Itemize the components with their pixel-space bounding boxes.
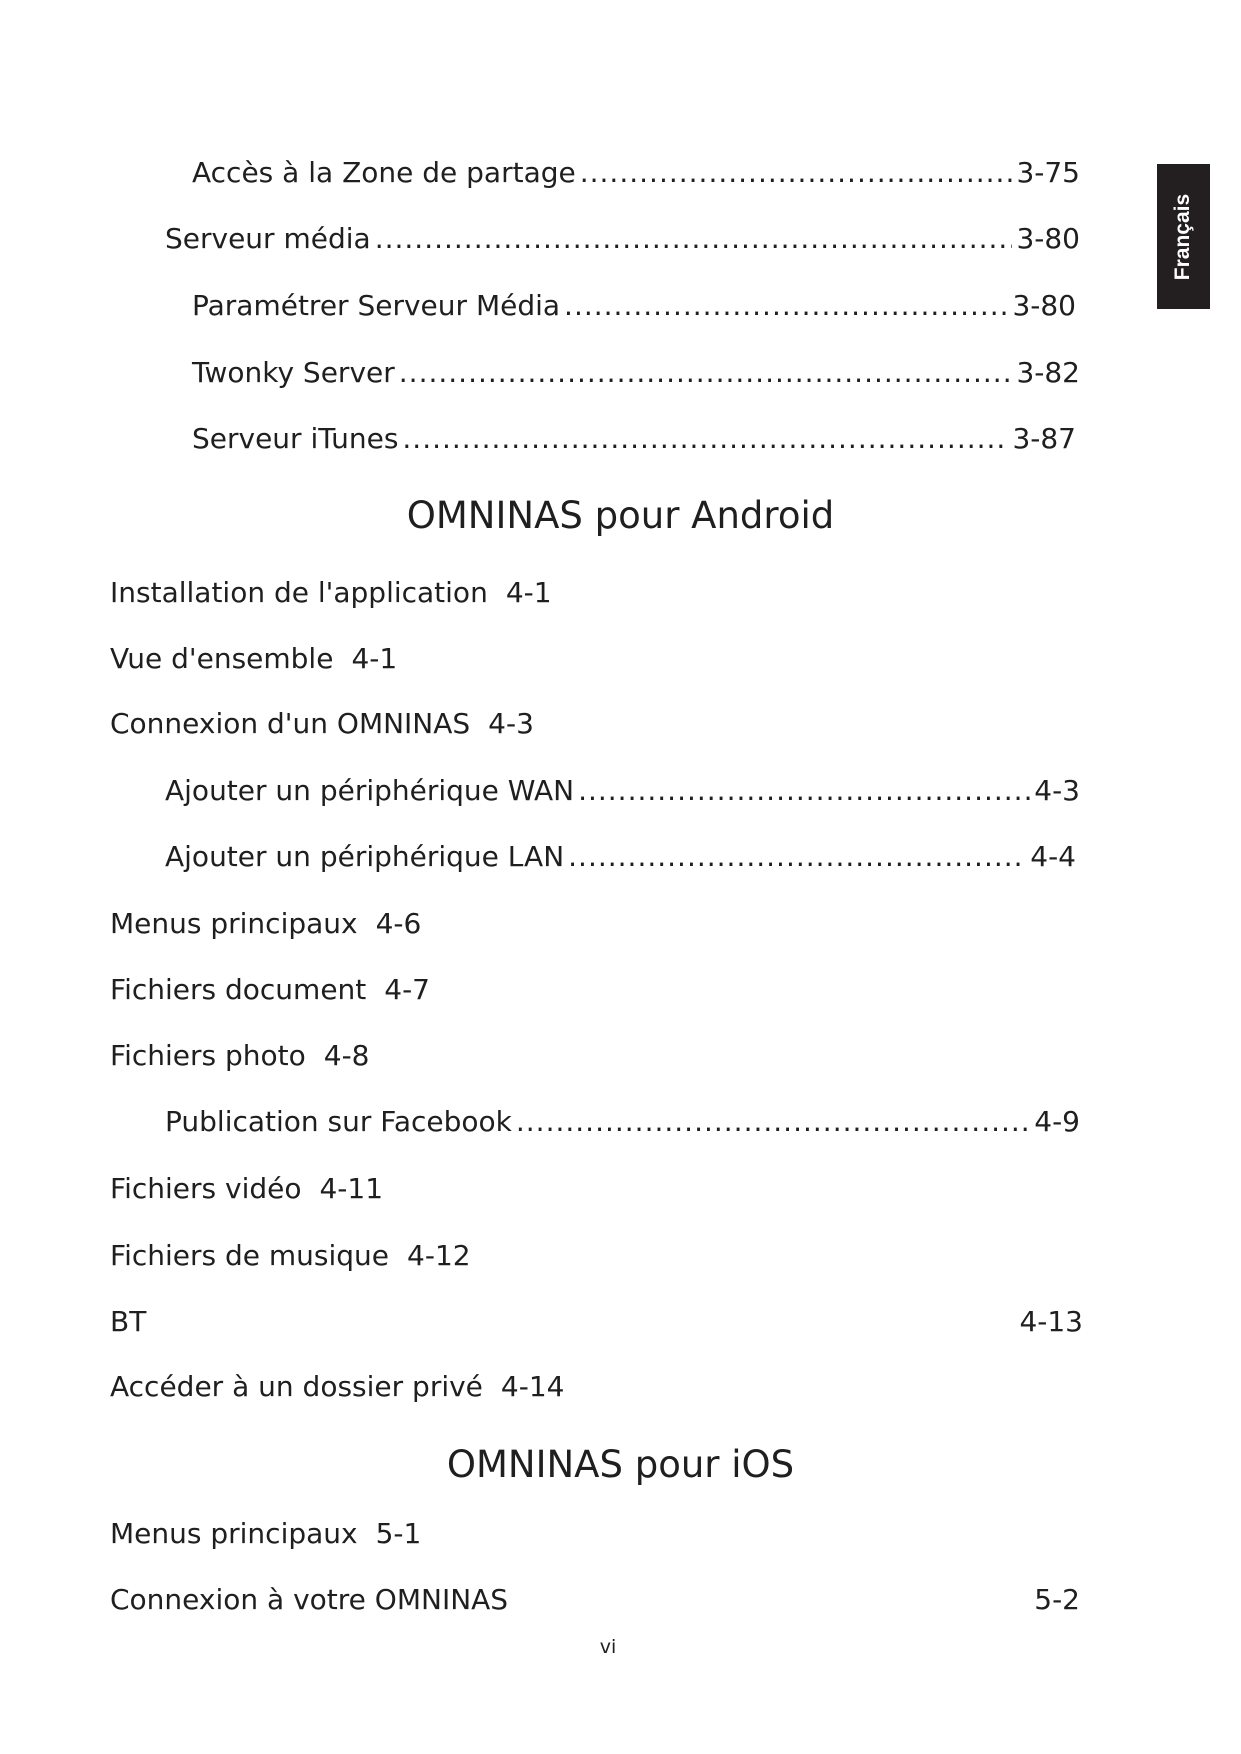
toc-leader bbox=[580, 156, 1013, 190]
toc-entry-title: Menus principaux bbox=[110, 1517, 358, 1550]
toc-entry-title: Vue d'ensemble bbox=[110, 642, 334, 675]
toc-leader bbox=[402, 422, 1008, 456]
toc-entry-page: 5-1 bbox=[375, 1517, 422, 1550]
toc-entry-title: Fichiers vidéo bbox=[110, 1172, 302, 1205]
toc-entry-title: Connexion d'un OMNINAS bbox=[110, 707, 471, 740]
toc-entry-title: Fichiers document bbox=[110, 973, 367, 1006]
toc-entry-page: 4-8 bbox=[323, 1039, 370, 1072]
toc-entry-page: 3-82 bbox=[1016, 356, 1080, 389]
toc-entry-page: 3-80 bbox=[1016, 222, 1080, 255]
toc-entry-page: 4-14 bbox=[500, 1370, 565, 1403]
toc-entry[interactable] bbox=[110, 973, 430, 1007]
toc-entry-page: 4-3 bbox=[488, 707, 534, 740]
toc-entry-page: 4-11 bbox=[319, 1172, 384, 1205]
toc-entry-page: 3-80 bbox=[1012, 289, 1076, 322]
toc-entry-title: Menus principaux bbox=[110, 907, 358, 940]
toc-entry[interactable] bbox=[110, 642, 397, 676]
toc-entry[interactable] bbox=[110, 1172, 383, 1206]
toc-entry-page: 4-3 bbox=[1034, 774, 1080, 807]
toc-entry[interactable] bbox=[192, 356, 1080, 390]
toc-entry-page: 4-1 bbox=[351, 642, 398, 675]
toc-entry-title: Twonky Server bbox=[192, 356, 395, 389]
toc-entry-title: Publication sur Facebook bbox=[165, 1105, 512, 1138]
toc-entry-title: BT bbox=[110, 1305, 147, 1338]
toc-entry-title: Fichiers de musique bbox=[110, 1239, 390, 1272]
toc-entry-page: 4-12 bbox=[407, 1239, 471, 1272]
toc-entry-title: Ajouter un périphérique WAN bbox=[165, 774, 575, 807]
toc-entry-title: Accéder à un dossier privé bbox=[110, 1370, 483, 1403]
toc-entry-page: 4-7 bbox=[384, 973, 430, 1006]
toc-entry[interactable] bbox=[110, 1039, 370, 1073]
toc-leader bbox=[399, 356, 1013, 390]
language-tab-label: Français bbox=[1171, 193, 1195, 280]
toc-entry[interactable] bbox=[110, 1583, 508, 1617]
toc-entry[interactable] bbox=[110, 1305, 146, 1339]
toc-entry[interactable] bbox=[165, 1105, 1080, 1139]
toc-entry[interactable] bbox=[192, 156, 1080, 190]
toc-entry-title: Serveur iTunes bbox=[192, 422, 399, 455]
toc-leader bbox=[578, 774, 1030, 808]
toc-entry-page: 3-87 bbox=[1012, 422, 1076, 455]
section-heading-android: OMNINAS pour Android bbox=[406, 494, 835, 537]
toc-leader bbox=[564, 289, 1008, 323]
toc-leader bbox=[568, 840, 1026, 874]
toc-entry-title: Installation de l'application bbox=[110, 576, 488, 609]
toc-entry[interactable] bbox=[192, 289, 1076, 323]
toc-entry-page: 4-4 bbox=[1030, 840, 1076, 873]
toc-entry-page: 4-1 bbox=[505, 576, 552, 609]
toc-entry-page: 4-6 bbox=[375, 907, 422, 940]
toc-entry[interactable] bbox=[110, 1239, 471, 1273]
toc-entry-page: 5-2 bbox=[1034, 1583, 1080, 1616]
toc-entry-title: Serveur média bbox=[165, 222, 371, 255]
toc-entry-page: 4-13 bbox=[1019, 1305, 1083, 1338]
page-number: vi bbox=[599, 1636, 617, 1658]
toc-entry-title: Accès à la Zone de partage bbox=[192, 156, 576, 189]
toc-entry-title: Paramétrer Serveur Média bbox=[192, 289, 561, 322]
toc-entry-title: Ajouter un périphérique LAN bbox=[165, 840, 565, 873]
section-heading-ios: OMNINAS pour iOS bbox=[446, 1443, 795, 1486]
language-tab bbox=[1157, 164, 1210, 309]
toc-entry[interactable] bbox=[110, 707, 534, 741]
toc-entry[interactable] bbox=[165, 840, 1076, 874]
toc-entry[interactable] bbox=[110, 907, 421, 941]
toc-entry[interactable] bbox=[192, 422, 1076, 456]
toc-entry[interactable] bbox=[165, 774, 1080, 808]
toc-entry-page: 3-75 bbox=[1016, 156, 1080, 189]
toc-entry[interactable] bbox=[165, 222, 1080, 256]
toc-entry[interactable] bbox=[110, 576, 552, 610]
toc-entry[interactable] bbox=[110, 1517, 421, 1551]
toc-entry-page: 4-9 bbox=[1034, 1105, 1080, 1138]
toc-entry-title: Fichiers photo bbox=[110, 1039, 306, 1072]
toc-entry[interactable] bbox=[110, 1370, 564, 1404]
toc-leader bbox=[516, 1105, 1030, 1139]
toc-entry-title: Connexion à votre OMNINAS bbox=[110, 1583, 509, 1616]
toc-leader bbox=[375, 222, 1013, 256]
